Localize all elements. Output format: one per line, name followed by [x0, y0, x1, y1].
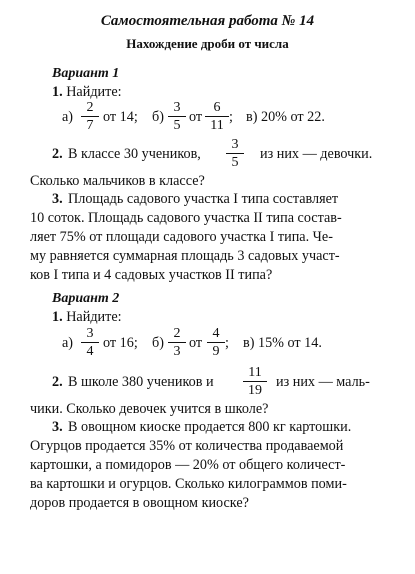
v2-task2-fraction	[243, 365, 267, 399]
v2-task1-b-end: ;	[225, 335, 229, 351]
v1-task1-b-end: ;	[229, 109, 233, 125]
fraction-numerator: 2	[81, 100, 99, 117]
fraction-denominator: 5	[173, 118, 181, 133]
v1-task1-a-rest: от 14;	[103, 109, 138, 125]
v2-task1-c: в) 15% от 14.	[243, 335, 322, 351]
v2-task1-b-mid: от	[189, 335, 203, 351]
v1-task1-b-mid: от	[189, 109, 203, 125]
v2-task1-b-label: б)	[152, 335, 164, 351]
v2-task1-text: Найдите:	[66, 309, 122, 325]
v2-task3-line: картошки, а помидоров — 20% от общего количест-	[30, 457, 346, 473]
fraction-denominator: 3	[173, 344, 181, 359]
fraction-numerator: 2	[168, 326, 186, 343]
v1-task2-fraction	[226, 137, 244, 171]
v1-task1-a-label: а)	[62, 109, 74, 125]
v2-task3-number: 3.	[52, 419, 63, 435]
fraction-numerator: 3	[168, 100, 186, 117]
fraction-denominator: 5	[231, 155, 239, 170]
v2-task1-a-label: а)	[62, 335, 74, 351]
v2-task3-line: В овощном киоске продается 800 кг картошки.	[68, 419, 352, 435]
fraction-denominator: 7	[86, 118, 94, 133]
page-subtitle: Нахождение дроби от числа	[126, 36, 289, 51]
v2-task1-a-rest: от 16;	[103, 335, 138, 351]
v1-task1-heading	[52, 84, 122, 101]
v1-task2-number: 2.	[52, 146, 63, 162]
fraction-numerator: 11	[243, 365, 267, 382]
fraction-numerator: 3	[226, 137, 244, 154]
fraction-denominator: 9	[212, 344, 220, 359]
page-title: Самостоятельная работа № 14	[100, 13, 315, 29]
v2-task1-a-fraction	[81, 326, 99, 360]
v1-task1-number: 1.	[52, 84, 63, 100]
v1-task1-text: Найдите:	[66, 84, 122, 100]
fraction-denominator: 11	[210, 118, 224, 133]
v1-task3-line: 10 соток. Площадь садового участка II типа состав-	[30, 210, 342, 226]
v1-task3-line: му равняется суммарная площадь 3 садовых участ-	[30, 248, 340, 264]
fraction-numerator: 3	[81, 326, 99, 343]
v1-task3-line: ляет 75% от площади садового участка I типа. Че-	[30, 229, 333, 245]
fraction-numerator: 6	[205, 100, 229, 117]
v2-task1-heading	[52, 309, 122, 326]
v2-task1-b-fraction-2	[207, 326, 225, 360]
v1-task2-text-2: из них — девочки.	[260, 146, 373, 162]
v2-task1-number: 1.	[52, 309, 63, 325]
v1-task2-text-1: В классе 30 учеников,	[68, 146, 201, 162]
v2-task2-line-2: чики. Сколько девочек учится в школе?	[30, 401, 269, 417]
v2-task3-line: Огурцов продается 35% от количества продаваемой	[30, 438, 344, 454]
v1-task3-line: Площадь садового участка I типа составляет	[68, 191, 339, 207]
v1-task1-c: в) 20% от 22.	[246, 109, 325, 125]
v1-task2-line-2: Сколько мальчиков в классе?	[30, 173, 205, 189]
v1-task1-b-fraction-2	[205, 100, 229, 134]
v1-task3-number: 3.	[52, 191, 63, 207]
v2-task3-line: ва картошки и огурцов. Сколько килограммов поми-	[30, 476, 347, 492]
fraction-denominator: 19	[248, 383, 262, 398]
v1-task1-b-label: б)	[152, 109, 164, 125]
v1-task1-a-fraction	[81, 100, 99, 134]
v2-task2-number: 2.	[52, 374, 63, 390]
v2-task2-text-2: из них — маль-	[276, 374, 370, 390]
v2-task1-b-fraction-1	[168, 326, 186, 360]
variant-1-heading: Вариант 1	[52, 66, 120, 81]
fraction-denominator: 4	[86, 344, 94, 359]
v1-task1-b-fraction-1	[168, 100, 186, 134]
variant-2-heading: Вариант 2	[52, 291, 120, 306]
v2-task2-text-1: В школе 380 учеников и	[68, 374, 214, 390]
fraction-numerator: 4	[207, 326, 225, 343]
v2-task3-line: доров продается в овощном киоске?	[30, 495, 249, 511]
v1-task3-line: ков I типа и 4 садовых участков II типа?	[30, 267, 273, 283]
